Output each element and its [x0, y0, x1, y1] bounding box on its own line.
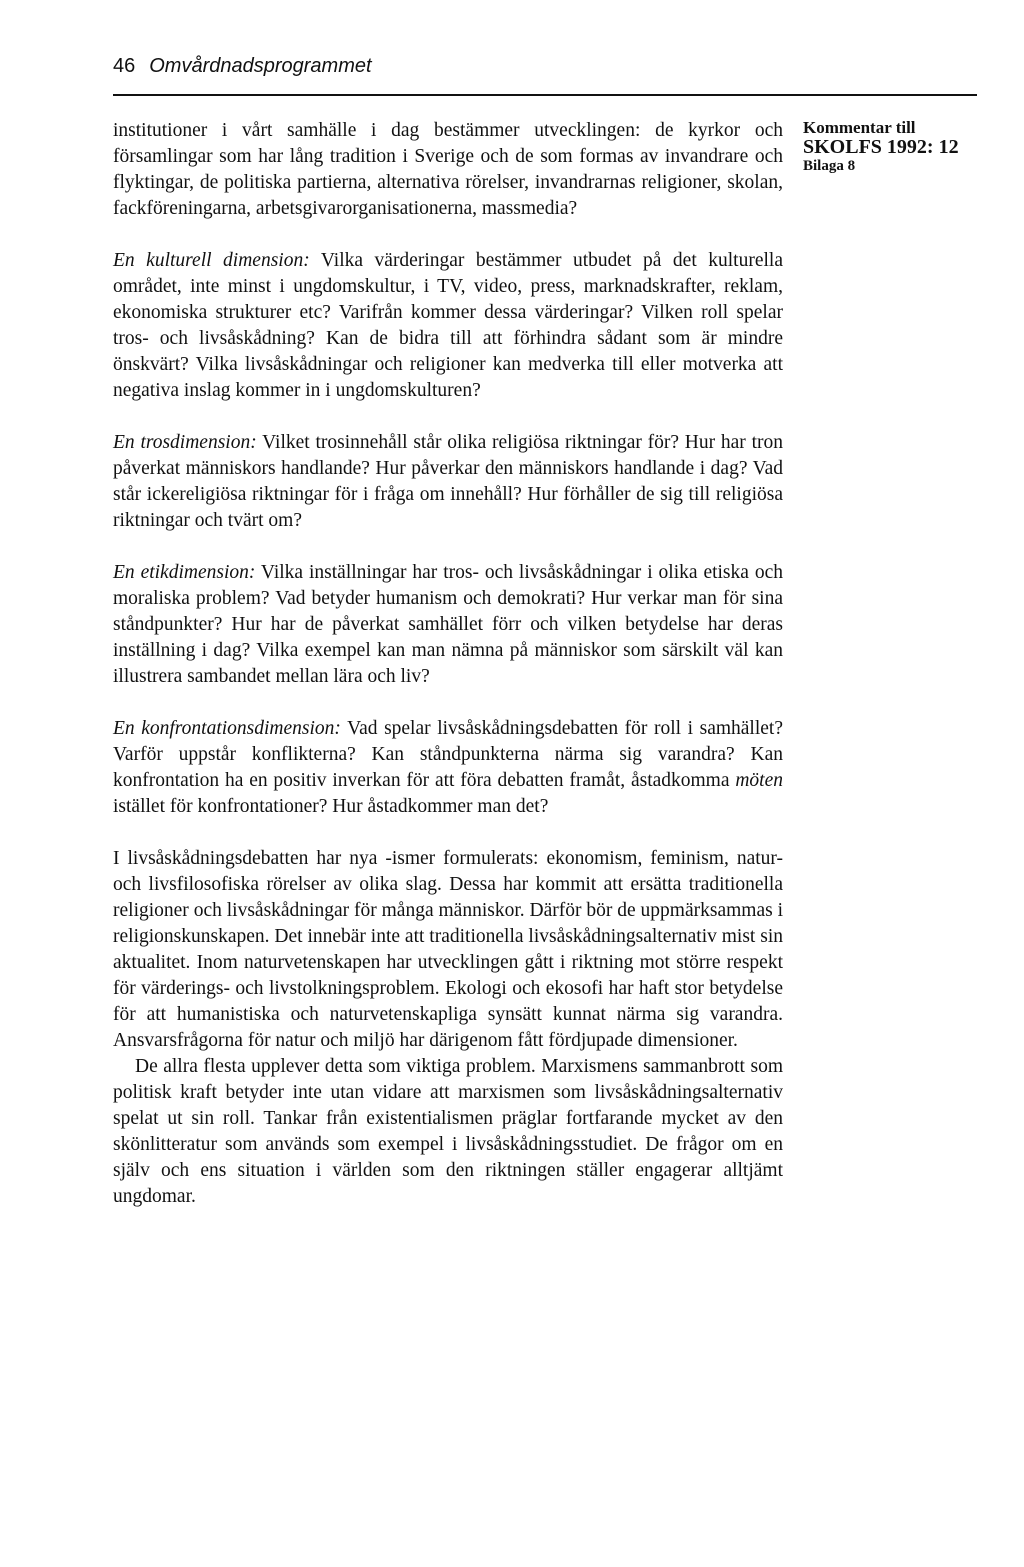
margin-note: [803, 119, 1003, 175]
paragraph-faith-dimension: [113, 430, 783, 534]
margin-note-line-3: Bilaga 8: [803, 158, 856, 174]
header-rule: [113, 94, 977, 96]
paragraph-cultural-dimension: [113, 248, 783, 404]
paragraph-lead: En kulturell dimension:: [113, 250, 310, 271]
paragraph-emphasis: möten: [735, 770, 783, 791]
paragraph-ethics-dimension: [113, 560, 783, 690]
paragraph-lead: En konfrontationsdimension:: [113, 718, 341, 739]
paragraph-text: Vilka inställningar har tros- och livsåskådningar i olika etiska och moraliska problem? Vad betyder humanism och demokrati? Hur verkar man för sina ståndpunkter? Hur har de påverkat samhället förr och vilken betydelse har deras inställning i dag? Vilka exempel kan man nämna på människor som särskilt väl kan illustrera sambandet mellan lära och liv?: [113, 562, 783, 687]
margin-note-line-1: Kommentar till: [803, 118, 916, 137]
paragraph-text: Vilka värderingar bestämmer utbudet på det kulturella området, inte minst i ungdomskultur, i TV, video, press, marknadskrafter, reklam, ekonomiska strukturer etc? Varifrån kommer dessa värderingar? Vilken roll spelar tros- och livsåskådning? Kan de bidra till att förhindra sådant som är mindre önskvärt? Vilka livsåskådningar och religioner kan medverka till eller motverka att negativa inslag kommer in i ungdomskulturen?: [113, 250, 783, 401]
running-title: Omvårdnadsprogrammet: [149, 55, 372, 77]
page-number: 46: [113, 55, 136, 77]
paragraph-institutions: institutioner i vårt samhälle i dag bestämmer utvecklingen: de kyrkor och församlingar som har lång tradition i Sverige och de som formas av invandrare och flyktingar, de politiska partierna, alternativa rörelser, invandrarnas religioner, skolan, fackföreningarna, arbetsgivarorganisationerna, massmedia?: [113, 120, 783, 219]
paragraph-text: istället för konfrontationer? Hur åstadkommer man det?: [113, 796, 549, 817]
paragraph-text: Vilket trosinnehåll står olika religiösa riktningar för? Hur har tron påverkat människors handlande? Hur påverkar den människors handlande i dag? Vad står ickereligiösa riktningar för i fråga om innehåll? Hur förhåller de sig till religiösa riktningar och tvärt om?: [113, 432, 783, 531]
paragraph-text: Vad spelar livsåskådningsdebatten för roll i samhället? Varför uppstår konflikterna? Kan ståndpunkterna närma sig varandra? Kan konfrontation ha en positiv inverkan för att föra debatten framåt, åstadkomma: [113, 718, 783, 791]
paragraph-confrontation-dimension: [113, 716, 783, 820]
paragraph-lead: En etikdimension:: [113, 562, 256, 583]
paragraph-marxism: De allra flesta upplever detta som viktiga problem. Marxismens sammanbrott som politisk kraft betyder inte utan vidare att marxismen som livsåskådningsalternativ spelat ut sin roll. Tankar från existentialismen präglar fortfarande mycket av den skönlitteratur som används som exempel i livsåskådningsstudiet. De frågor om en själv och ens situation i världen som den riktningen ställer engagerar alltjämt ungdomar.: [113, 1056, 783, 1207]
margin-note-line-2: SKOLFS 1992: 12: [803, 136, 959, 158]
body-text: [113, 118, 783, 1210]
page-header: [113, 54, 372, 78]
paragraph-lead: En trosdimension:: [113, 432, 257, 453]
paragraph-isms: I livsåskådningsdebatten har nya -ismer formulerats: ekonomism, feminism, natur- och livsfilosofiska rörelser av olika slag. Dessa har kommit att ersätta traditionella religioner och livsåskådningar för många människor. Därför bör de uppmärksammas i religionskunskapen. Det innebär inte att traditionella livsåskådningsalternativ mist sin aktualitet. Inom naturvetenskapen har utvecklingen gått i riktning mot större respekt för värderings- och livstolkningsproblem. Ekologi och ekosofi har haft stor betydelse för att humanistiska och naturvetenskapliga synsätt kunnat närma sig varandra. Ansvarsfrågorna för natur och miljö har därigenom fått fördjupade dimensioner.: [113, 848, 783, 1051]
